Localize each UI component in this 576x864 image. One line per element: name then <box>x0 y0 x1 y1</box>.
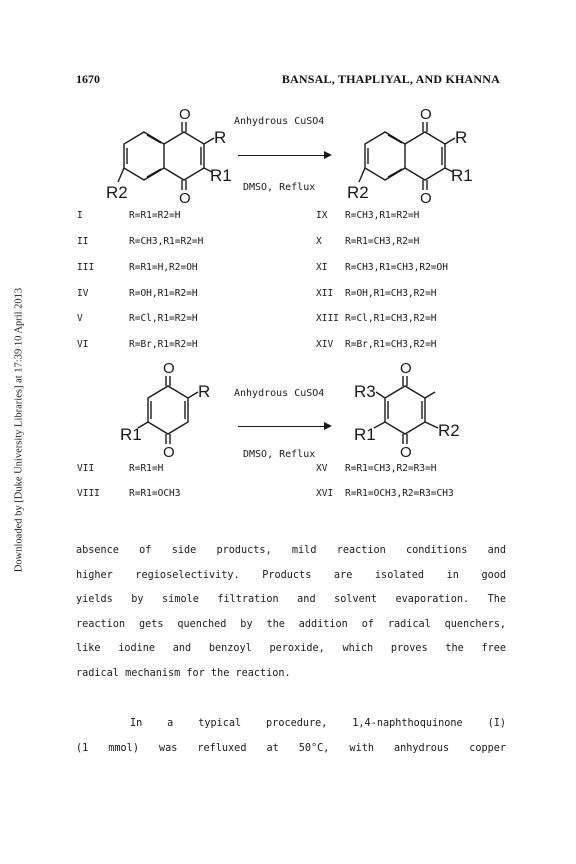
svg-text:R2: R2 <box>106 183 128 202</box>
compound-id: XVI <box>316 488 334 499</box>
compound-id: X <box>316 236 322 247</box>
download-watermark-text: Downloaded by [Duke University Libraries] at 17:39 10 April 2013 <box>13 287 25 573</box>
condition-label: DMSO, Reflux <box>243 182 316 193</box>
svg-text:R: R <box>455 128 468 147</box>
svg-text:O: O <box>400 444 412 460</box>
compound-id: XII <box>316 288 334 299</box>
page-number: 1670 <box>76 72 100 86</box>
substituent-text: R=R1=CH3,R2=H <box>345 236 420 247</box>
svg-text:O: O <box>179 106 191 123</box>
substituent-text: R=R1=OCH3 <box>129 488 181 499</box>
text-line: In a typical procedure, 1,4-naphthoquinone (I) <box>130 718 506 729</box>
substituent-text: R=OH,R1=CH3,R2=H <box>345 288 437 299</box>
svg-text:R1: R1 <box>210 166 232 185</box>
compound-id: V <box>77 313 83 324</box>
benzoquinone-structure <box>118 360 228 460</box>
svg-text:R3: R3 <box>354 382 376 401</box>
svg-text:R2: R2 <box>347 183 369 202</box>
compound-id: VII <box>77 463 95 474</box>
reaction-arrow <box>238 155 330 156</box>
text-line: (1 mmol) was refluxed at 50°C, with anhydrous copper <box>76 742 506 754</box>
reagent-label: Anhydrous CuSO4 <box>234 388 325 399</box>
reagent-label: Anhydrous CuSO4 <box>234 116 325 127</box>
svg-text:O: O <box>163 444 175 460</box>
substituent-text: R=R1=CH3,R2=R3=H <box>345 463 437 474</box>
text-line: higher regioselectivity. Products are isolated in good <box>76 569 506 581</box>
svg-text:O: O <box>400 360 412 377</box>
substituent-text: R=Br,R1=R2=H <box>129 339 198 350</box>
svg-text:R1: R1 <box>354 425 376 444</box>
compound-id: III <box>77 262 95 273</box>
compound-id: VI <box>77 339 89 350</box>
substituent-text: R=Cl,R1=R2=H <box>129 313 198 324</box>
methylated-naphthoquinone-structure <box>345 106 475 206</box>
text-line: reaction gets quenched by the addition of radical quenchers, <box>76 618 506 630</box>
substituent-text: R=OH,R1=R2=H <box>129 288 198 299</box>
svg-text:O: O <box>420 190 432 206</box>
substituent-text: R=CH3,R1=CH3,R2=OH <box>345 262 448 273</box>
svg-text:R1: R1 <box>120 425 142 444</box>
substituent-text: R=Cl,R1=CH3,R2=H <box>345 313 437 324</box>
reaction-arrow <box>238 426 330 427</box>
naphthoquinone-structure <box>104 106 234 206</box>
compound-id: XV <box>316 463 328 474</box>
svg-text:R: R <box>214 128 227 147</box>
compound-id: IV <box>77 288 89 299</box>
text-line: like iodine and benzoyl peroxide, which proves the free <box>76 643 506 655</box>
substituent-text: R=R1=H <box>129 463 164 474</box>
substituent-text: R=Br,R1=CH3,R2=H <box>345 339 437 350</box>
text-line: yields by simole filtration and solvent evaporation. The <box>76 594 506 606</box>
svg-text:R: R <box>198 382 211 401</box>
svg-text:O: O <box>420 106 432 123</box>
compound-id: XIV <box>316 339 334 350</box>
compound-id: XI <box>316 262 328 273</box>
text-line: absence of side products, mild reaction conditions and <box>76 545 506 556</box>
substituent-text: R=CH3,R1=R2=H <box>129 236 204 247</box>
substituent-text: R=R1=OCH3,R2=R3=CH3 <box>345 488 454 499</box>
text-line: radical mechanism for the reaction. <box>76 667 291 679</box>
compound-id: XIII <box>316 313 339 324</box>
compound-id: II <box>77 236 89 247</box>
svg-text:O: O <box>179 190 191 206</box>
substituent-text: R=R1=H,R2=OH <box>129 262 198 273</box>
substituted-benzoquinone-structure <box>350 360 475 460</box>
substituent-text: R=CH3,R1=R2=H <box>345 210 420 221</box>
compound-id: IX <box>316 210 328 221</box>
svg-text:R2: R2 <box>438 421 460 440</box>
svg-text:R1: R1 <box>451 166 473 185</box>
running-head: BANSAL, THAPLIYAL, AND KHANNA <box>281 72 500 86</box>
compound-id: I <box>77 210 83 221</box>
substituent-text: R=R1=R2=H <box>129 210 181 221</box>
paragraph-1 <box>76 539 506 687</box>
paragraph-2 <box>76 712 506 761</box>
svg-text:O: O <box>163 360 175 377</box>
compound-id: VIII <box>77 488 100 499</box>
condition-label: DMSO, Reflux <box>243 449 316 460</box>
download-watermark <box>12 240 26 620</box>
